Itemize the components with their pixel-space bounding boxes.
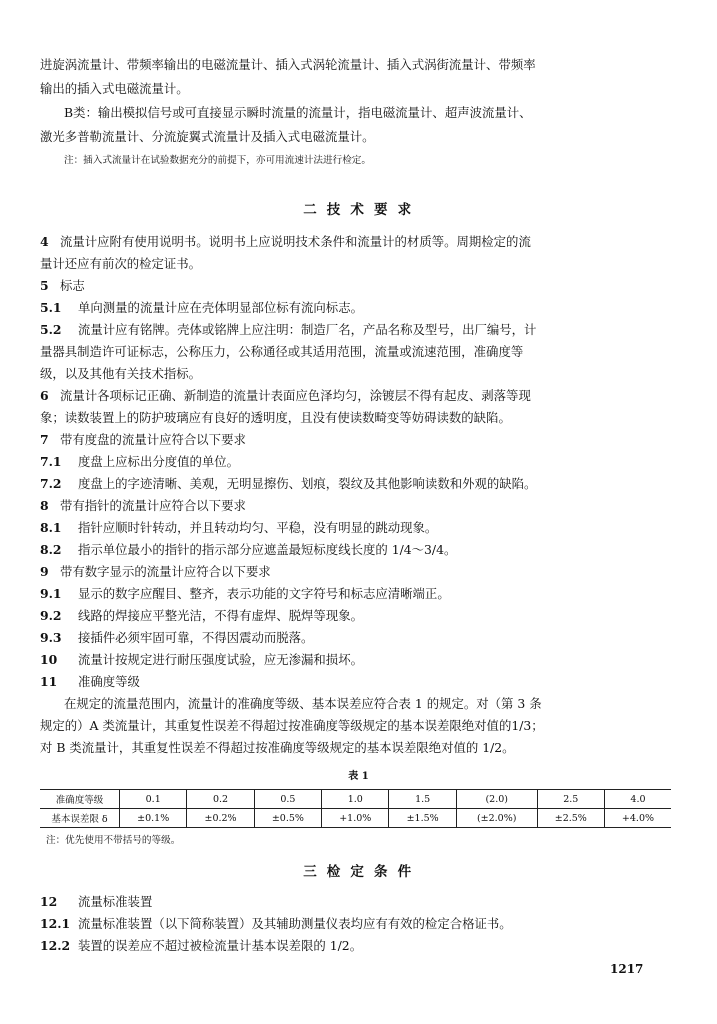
table-note: 注：优先使用不带括号的等级。 [46, 835, 181, 846]
clause-num: 6 [40, 388, 49, 403]
clause-num: 12 [40, 894, 58, 909]
clause-num: 10 [40, 652, 58, 667]
clause-num: 4 [40, 234, 49, 249]
table-cell: 1.0 [322, 790, 389, 809]
clause-text: 标志 [60, 278, 85, 293]
accuracy-para-1: 在规定的流量范围内，流量计的准确度等级、基本误差应符合表 1 的规定。对（第 3 条 [64, 696, 542, 711]
accuracy-para-3: 对 B 类流量计，其重复性误差不得超过按准确度等级规定的基本误差限绝对值的 1/2。 [40, 740, 515, 755]
clause-num: 9 [40, 564, 49, 579]
table-cell: 1.5 [389, 790, 456, 809]
clause-12-1 [40, 915, 680, 933]
clause-num: 11 [40, 674, 58, 689]
clause-9-2 [40, 607, 680, 625]
clause-num: 9.1 [40, 586, 62, 601]
clause-text: 带有数字显示的流量计应符合以下要求 [60, 564, 271, 579]
clause-6 [40, 387, 680, 405]
accuracy-para-2: 规定的）A 类流量计，其重复性误差不得超过按准确度等级规定的基本误差限绝对值的1/3； [40, 718, 544, 733]
clause-9 [40, 563, 680, 581]
clause-text: 带有度盘的流量计应符合以下要求 [60, 432, 246, 447]
table-cell: 0.2 [187, 790, 254, 809]
clause-5-2-cont-1: 量器具制造许可证标志，公称压力，公称通径或其适用范围，流量或流速范围，准确度等 [40, 344, 524, 359]
intro-line-4: 激光多普勒流量计、分流旋翼式流量计及插入式电磁流量计。 [40, 129, 375, 144]
intro-line-1: 进旋涡流量计、带频率输出的电磁流量计、插入式涡轮流量计、插入式涡街流量计、带频率 [40, 57, 536, 72]
clause-text: 单向测量的流量计应在壳体明显部位标有流向标志。 [78, 300, 363, 315]
clause-text: 流量计各项标记正确、新制造的流量计表面应色泽均匀，涂镀层不得有起皮、剥落等现 [60, 388, 531, 403]
accuracy-table [40, 789, 671, 828]
clause-num: 7.1 [40, 454, 62, 469]
clause-4 [40, 233, 680, 251]
table-row [40, 809, 671, 828]
clause-11 [40, 673, 680, 691]
intro-line-3: B类：输出模拟信号或可直接显示瞬时流量的流量计，指电磁流量计、超声波流量计、 [64, 105, 532, 120]
clause-num: 9.3 [40, 630, 62, 645]
clause-text: 接插件必须牢固可靠，不得因震动而脱落。 [78, 630, 314, 645]
intro-note: 注：插入式流量计在试验数据充分的前提下，亦可用流速计法进行检定。 [64, 155, 371, 166]
table-header-cell: 准确度等级 [40, 790, 120, 809]
page-number: 1217 [610, 962, 644, 976]
clause-9-3 [40, 629, 680, 647]
clause-text: 度盘上应标出分度值的单位。 [78, 454, 240, 469]
table-cell: +1.0% [322, 809, 389, 828]
clause-text: 流量计应有铭牌。壳体或铭牌上应注明：制造厂名，产品名称及型号，出厂编号，计 [78, 322, 537, 337]
table-cell: ±1.5% [389, 809, 456, 828]
clause-8 [40, 497, 680, 515]
clause-text: 流量标准装置 [78, 894, 153, 909]
clause-8-2 [40, 541, 680, 559]
table-row [40, 790, 671, 809]
table-cell: ±0.1% [120, 809, 187, 828]
clause-5-1 [40, 299, 680, 317]
clause-12 [40, 893, 680, 911]
clause-6-cont: 象；读数装置上的防护玻璃应有良好的透明度，且没有使读数畸变等妨碍读数的缺陷。 [40, 410, 511, 425]
clause-7-2 [40, 475, 680, 493]
clause-7-1 [40, 453, 680, 471]
table-header-cell: 基本误差限 δ [40, 809, 120, 828]
table-cell: 4.0 [604, 790, 671, 809]
clause-num: 8 [40, 498, 49, 513]
clause-5-2-cont-2: 级，以及其他有关技术指标。 [40, 366, 202, 381]
clause-text: 流量计应附有使用说明书。说明书上应说明技术条件和流量计的材质等。周期检定的流 [60, 234, 531, 249]
clause-text: 线路的焊接应平整光洁，不得有虚焊、脱焊等现象。 [78, 608, 363, 623]
table-cell: ±0.5% [254, 809, 321, 828]
clause-num: 9.2 [40, 608, 62, 623]
clause-num: 8.2 [40, 542, 62, 557]
clause-7 [40, 431, 680, 449]
clause-text: 流量计按规定进行耐压强度试验，应无渗漏和损坏。 [78, 652, 363, 667]
clause-5 [40, 277, 680, 295]
clause-text: 流量标准装置（以下简称装置）及其辅助测量仪表均应有有效的检定合格证书。 [78, 916, 512, 931]
table-cell: 0.1 [120, 790, 187, 809]
table-cell: 2.5 [537, 790, 604, 809]
clause-4-cont: 量计还应有前次的检定证书。 [40, 256, 202, 271]
clause-text: 指示单位最小的指针的指示部分应遮盖最短标度线长度的 1/4～3/4。 [78, 542, 457, 557]
clause-num: 7.2 [40, 476, 62, 491]
intro-line-2: 输出的插入式电磁流量计。 [40, 81, 189, 96]
table-cell: (±2.0%) [456, 809, 537, 828]
clause-5-2 [40, 321, 680, 339]
section-2-title: 二 技 术 要 求 [303, 202, 414, 218]
clause-8-1 [40, 519, 680, 537]
clause-num: 12.2 [40, 938, 71, 953]
clause-12-2 [40, 937, 680, 955]
clause-num: 5 [40, 278, 49, 293]
clause-num: 5.2 [40, 322, 62, 337]
clause-text: 度盘上的字迹清晰、美观，无明显擦伤、划痕，裂纹及其他影响读数和外观的缺陷。 [78, 476, 537, 491]
section-3-title: 三 检 定 条 件 [303, 864, 414, 880]
clause-text: 装置的误差应不超过被检流量计基本误差限的 1/2。 [78, 938, 363, 953]
clause-num: 12.1 [40, 916, 71, 931]
clause-num: 5.1 [40, 300, 62, 315]
table-cell: +4.0% [604, 809, 671, 828]
table-cell: (2.0) [456, 790, 537, 809]
clause-text: 显示的数字应醒目、整齐，表示功能的文字符号和标志应清晰端正。 [78, 586, 450, 601]
clause-text: 准确度等级 [78, 674, 140, 689]
clause-10 [40, 651, 680, 669]
table-caption: 表 1 [348, 771, 369, 782]
table-cell: ±0.2% [187, 809, 254, 828]
clause-text: 带有指针的流量计应符合以下要求 [60, 498, 246, 513]
clause-text: 指针应顺时针转动，并且转动均匀、平稳，没有明显的跳动现象。 [78, 520, 438, 535]
table-cell: 0.5 [254, 790, 321, 809]
table-cell: ±2.5% [537, 809, 604, 828]
clause-9-1 [40, 585, 680, 603]
clause-num: 8.1 [40, 520, 62, 535]
clause-num: 7 [40, 432, 49, 447]
